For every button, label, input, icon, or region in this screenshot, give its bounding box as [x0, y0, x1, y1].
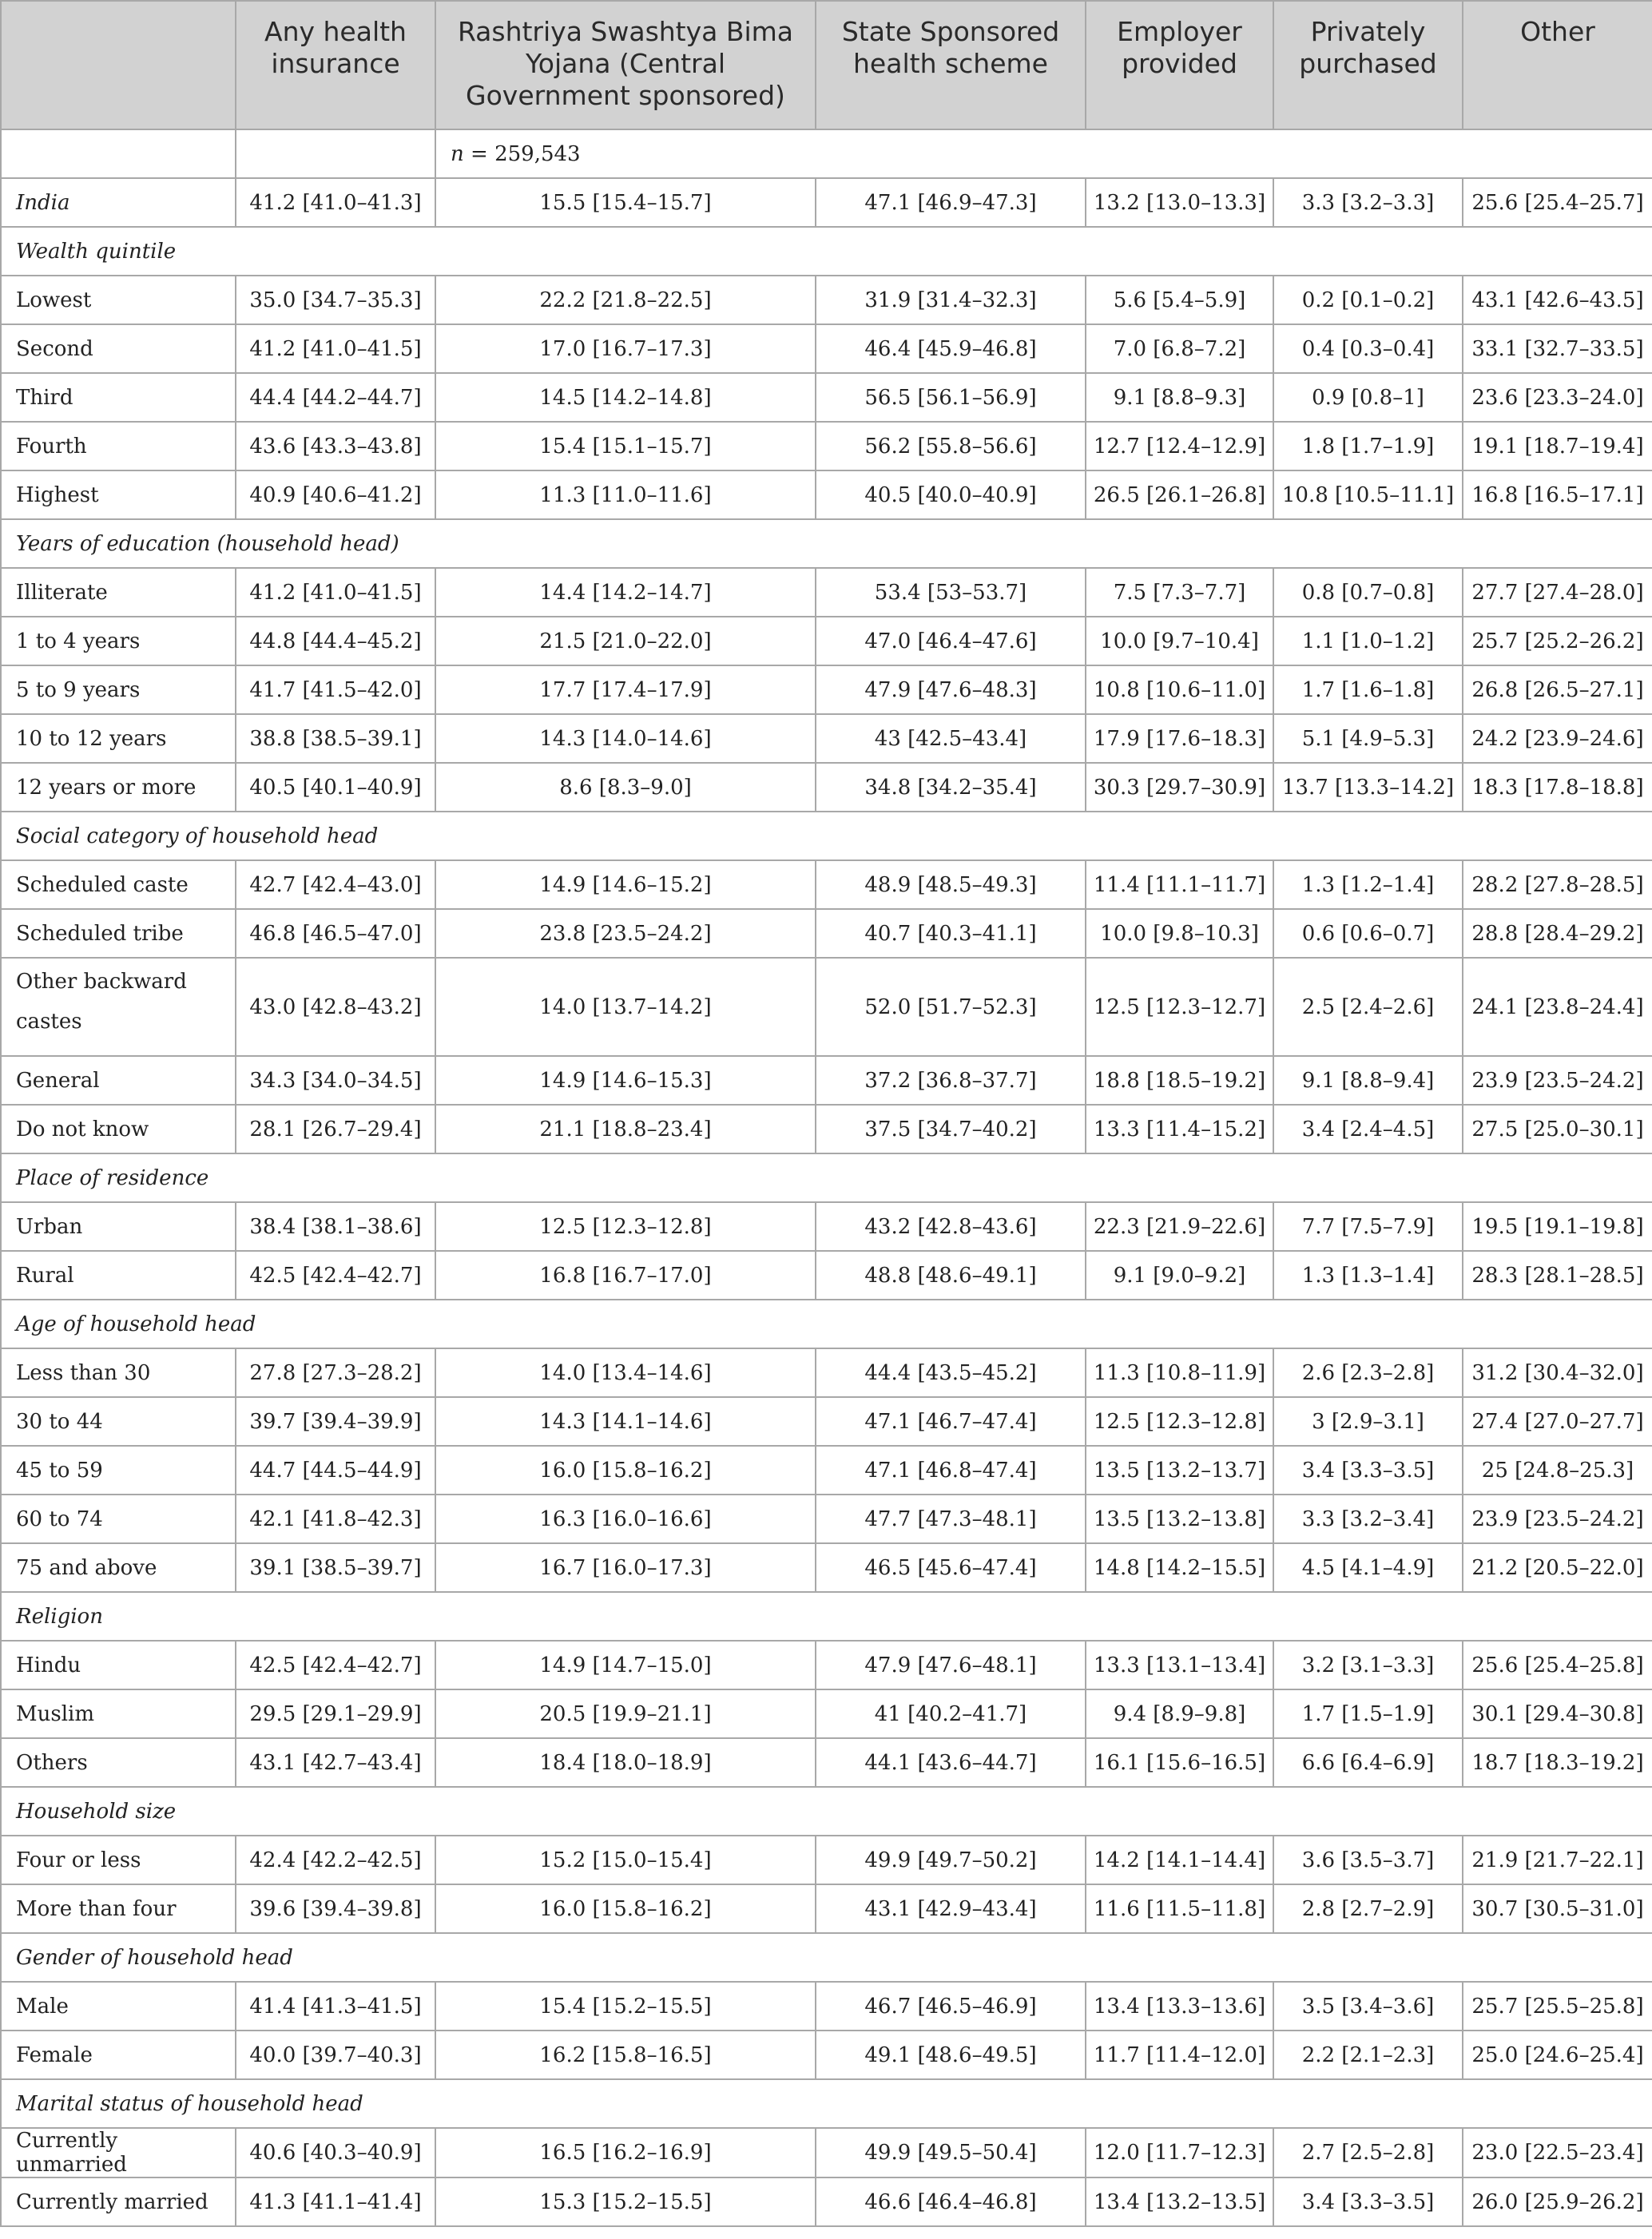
cell-state-sponsored: 56.5 [56.1–56.9] [816, 373, 1086, 422]
india-label: India [1, 178, 236, 227]
cell-other: 27.7 [27.4–28.0] [1463, 568, 1652, 617]
cell-other: 25.7 [25.5–25.8] [1463, 1982, 1652, 2031]
cell-other: 28.2 [27.8–28.5] [1463, 860, 1652, 909]
cell-other: 18.3 [17.8–18.8] [1463, 763, 1652, 812]
section-title: Years of education (household head) [1, 519, 1652, 568]
cell-privately-purchased: 1.3 [1.3–1.4] [1273, 1251, 1463, 1300]
section-header-row [1, 1592, 1652, 1641]
row-label: Scheduled caste [1, 860, 236, 909]
cell-other: 31.2 [30.4–32.0] [1463, 1348, 1652, 1397]
cell-employer-provided: 11.6 [11.5–11.8] [1086, 1884, 1273, 1933]
cell-rsby: 16.7 [16.0–17.3] [435, 1543, 816, 1592]
cell-other: 27.5 [25.0–30.1] [1463, 1105, 1652, 1153]
cell-other: 24.2 [23.9–24.6] [1463, 714, 1652, 763]
cell-employer-provided: 18.8 [18.5–19.2] [1086, 1056, 1273, 1105]
cell-employer-provided: 12.7 [12.4–12.9] [1086, 422, 1273, 470]
india-other: 25.6 [25.4–25.7] [1463, 178, 1652, 227]
cell-employer-provided: 13.3 [11.4–15.2] [1086, 1105, 1273, 1153]
row-label: Others [1, 1738, 236, 1787]
cell-employer-provided: 12.5 [12.3–12.7] [1086, 958, 1273, 1056]
cell-rsby: 16.0 [15.8–16.2] [435, 1884, 816, 1933]
india-privately-purchased: 3.3 [3.2–3.3] [1273, 178, 1463, 227]
cell-other: 25.0 [24.6–25.4] [1463, 2031, 1652, 2079]
cell-other: 18.7 [18.3–19.2] [1463, 1738, 1652, 1787]
cell-any-health-insurance: 34.3 [34.0–34.5] [236, 1056, 435, 1105]
cell-state-sponsored: 48.9 [48.5–49.3] [816, 860, 1086, 909]
cell-privately-purchased: 2.5 [2.4–2.6] [1273, 958, 1463, 1056]
cell-any-health-insurance: 39.6 [39.4–39.8] [236, 1884, 435, 1933]
cell-other: 19.1 [18.7–19.4] [1463, 422, 1652, 470]
table-row [1, 2031, 1652, 2079]
section-header-row [1, 1787, 1652, 1836]
table-row [1, 276, 1652, 324]
row-label: General [1, 1056, 236, 1105]
header-employer-provided: Employer provided [1086, 1, 1273, 129]
cell-state-sponsored: 34.8 [34.2–35.4] [816, 763, 1086, 812]
cell-employer-provided: 12.5 [12.3–12.8] [1086, 1397, 1273, 1446]
table-row [1, 2177, 1652, 2226]
cell-any-health-insurance: 39.7 [39.4–39.9] [236, 1397, 435, 1446]
cell-rsby: 14.9 [14.6–15.2] [435, 860, 816, 909]
cell-other: 43.1 [42.6–43.5] [1463, 276, 1652, 324]
cell-any-health-insurance: 42.4 [42.2–42.5] [236, 1836, 435, 1884]
cell-other: 30.7 [30.5–31.0] [1463, 1884, 1652, 1933]
cell-any-health-insurance: 41.7 [41.5–42.0] [236, 665, 435, 714]
cell-employer-provided: 13.5 [13.2–13.8] [1086, 1495, 1273, 1543]
cell-any-health-insurance: 46.8 [46.5–47.0] [236, 909, 435, 958]
section-header-row [1, 2079, 1652, 2128]
cell-privately-purchased: 3.4 [3.3–3.5] [1273, 1446, 1463, 1495]
india-row [1, 178, 1652, 227]
cell-any-health-insurance: 38.8 [38.5–39.1] [236, 714, 435, 763]
cell-other: 25.7 [25.2–26.2] [1463, 617, 1652, 665]
table-header [1, 1, 1652, 129]
cell-other: 33.1 [32.7–33.5] [1463, 324, 1652, 373]
cell-privately-purchased: 3.3 [3.2–3.4] [1273, 1495, 1463, 1543]
table-row [1, 909, 1652, 958]
row-label: 10 to 12 years [1, 714, 236, 763]
table-row [1, 763, 1652, 812]
table-row [1, 1836, 1652, 1884]
cell-any-health-insurance: 40.9 [40.6–41.2] [236, 470, 435, 519]
section-title: Place of residence [1, 1153, 1652, 1202]
header-blank [1, 1, 236, 129]
cell-rsby: 17.0 [16.7–17.3] [435, 324, 816, 373]
table-row [1, 958, 1652, 1056]
cell-employer-provided: 13.4 [13.3–13.6] [1086, 1982, 1273, 2031]
cell-rsby: 16.8 [16.7–17.0] [435, 1251, 816, 1300]
table-row [1, 422, 1652, 470]
cell-privately-purchased: 3.4 [3.3–3.5] [1273, 2177, 1463, 2226]
cell-other: 21.2 [20.5–22.0] [1463, 1543, 1652, 1592]
row-label: Fourth [1, 422, 236, 470]
table-row [1, 1495, 1652, 1543]
cell-other: 23.9 [23.5–24.2] [1463, 1495, 1652, 1543]
cell-employer-provided: 22.3 [21.9–22.6] [1086, 1202, 1273, 1251]
table-row [1, 1689, 1652, 1738]
table-row [1, 1056, 1652, 1105]
table-row [1, 1982, 1652, 2031]
cell-any-health-insurance: 43.1 [42.7–43.4] [236, 1738, 435, 1787]
cell-state-sponsored: 46.5 [45.6–47.4] [816, 1543, 1086, 1592]
row-label: More than four [1, 1884, 236, 1933]
header-other: Other [1463, 1, 1652, 129]
row-label: Second [1, 324, 236, 373]
row-label: Four or less [1, 1836, 236, 1884]
section-header-row [1, 1153, 1652, 1202]
cell-state-sponsored: 47.0 [46.4–47.6] [816, 617, 1086, 665]
cell-state-sponsored: 47.7 [47.3–48.1] [816, 1495, 1086, 1543]
cell-other: 28.3 [28.1–28.5] [1463, 1251, 1652, 1300]
cell-employer-provided: 9.4 [8.9–9.8] [1086, 1689, 1273, 1738]
cell-rsby: 21.5 [21.0–22.0] [435, 617, 816, 665]
row-label: 1 to 4 years [1, 617, 236, 665]
row-label: 45 to 59 [1, 1446, 236, 1495]
cell-rsby: 22.2 [21.8–22.5] [435, 276, 816, 324]
section-title: Wealth quintile [1, 227, 1652, 276]
cell-privately-purchased: 1.3 [1.2–1.4] [1273, 860, 1463, 909]
cell-rsby: 21.1 [18.8–23.4] [435, 1105, 816, 1153]
cell-employer-provided: 30.3 [29.7–30.9] [1086, 763, 1273, 812]
india-state-sponsored: 47.1 [46.9–47.3] [816, 178, 1086, 227]
cell-privately-purchased: 5.1 [4.9–5.3] [1273, 714, 1463, 763]
table-row [1, 1348, 1652, 1397]
cell-privately-purchased: 1.7 [1.6–1.8] [1273, 665, 1463, 714]
cell-any-health-insurance: 44.7 [44.5–44.9] [236, 1446, 435, 1495]
cell-employer-provided: 14.2 [14.1–14.4] [1086, 1836, 1273, 1884]
cell-state-sponsored: 37.5 [34.7–40.2] [816, 1105, 1086, 1153]
row-label: Highest [1, 470, 236, 519]
row-label: Female [1, 2031, 236, 2079]
cell-any-health-insurance: 38.4 [38.1–38.6] [236, 1202, 435, 1251]
cell-other: 24.1 [23.8–24.4] [1463, 958, 1652, 1056]
table-row [1, 2128, 1652, 2177]
cell-privately-purchased: 3 [2.9–3.1] [1273, 1397, 1463, 1446]
cell-other: 19.5 [19.1–19.8] [1463, 1202, 1652, 1251]
cell-rsby: 17.7 [17.4–17.9] [435, 665, 816, 714]
cell-rsby: 15.4 [15.2–15.5] [435, 1982, 816, 2031]
cell-other: 21.9 [21.7–22.1] [1463, 1836, 1652, 1884]
table-row [1, 1543, 1652, 1592]
table-row [1, 568, 1652, 617]
cell-any-health-insurance: 42.5 [42.4–42.7] [236, 1251, 435, 1300]
cell-rsby: 14.5 [14.2–14.8] [435, 373, 816, 422]
row-label: Illiterate [1, 568, 236, 617]
table-row [1, 1202, 1652, 1251]
cell-privately-purchased: 3.4 [2.4–4.5] [1273, 1105, 1463, 1153]
cell-rsby: 23.8 [23.5–24.2] [435, 909, 816, 958]
cell-privately-purchased: 2.8 [2.7–2.9] [1273, 1884, 1463, 1933]
cell-state-sponsored: 37.2 [36.8–37.7] [816, 1056, 1086, 1105]
cell-state-sponsored: 49.9 [49.7–50.2] [816, 1836, 1086, 1884]
cell-privately-purchased: 7.7 [7.5–7.9] [1273, 1202, 1463, 1251]
cell-other: 26.0 [25.9–26.2] [1463, 2177, 1652, 2226]
row-label: 30 to 44 [1, 1397, 236, 1446]
row-label: 12 years or more [1, 763, 236, 812]
cell-other: 25 [24.8–25.3] [1463, 1446, 1652, 1495]
table-row [1, 324, 1652, 373]
cell-any-health-insurance: 39.1 [38.5–39.7] [236, 1543, 435, 1592]
cell-employer-provided: 5.6 [5.4–5.9] [1086, 276, 1273, 324]
section-title: Social category of household head [1, 812, 1652, 860]
row-label: Muslim [1, 1689, 236, 1738]
row-label: Other backward castes [1, 958, 236, 1056]
cell-any-health-insurance: 42.7 [42.4–43.0] [236, 860, 435, 909]
cell-any-health-insurance: 41.2 [41.0–41.5] [236, 324, 435, 373]
cell-any-health-insurance: 42.5 [42.4–42.7] [236, 1641, 435, 1689]
cell-state-sponsored: 46.4 [45.9–46.8] [816, 324, 1086, 373]
cell-privately-purchased: 1.1 [1.0–1.2] [1273, 617, 1463, 665]
row-label: Less than 30 [1, 1348, 236, 1397]
header-any-health-insurance: Any health insurance [236, 1, 435, 129]
cell-any-health-insurance: 41.3 [41.1–41.4] [236, 2177, 435, 2226]
cell-state-sponsored: 49.9 [49.5–50.4] [816, 2128, 1086, 2177]
cell-state-sponsored: 47.9 [47.6–48.1] [816, 1641, 1086, 1689]
cell-state-sponsored: 56.2 [55.8–56.6] [816, 422, 1086, 470]
cell-employer-provided: 10.0 [9.8–10.3] [1086, 909, 1273, 958]
cell-rsby: 11.3 [11.0–11.6] [435, 470, 816, 519]
cell-rsby: 14.4 [14.2–14.7] [435, 568, 816, 617]
cell-any-health-insurance: 40.0 [39.7–40.3] [236, 2031, 435, 2079]
cell-state-sponsored: 43.2 [42.8–43.6] [816, 1202, 1086, 1251]
cell-privately-purchased: 6.6 [6.4–6.9] [1273, 1738, 1463, 1787]
table-row [1, 373, 1652, 422]
cell-employer-provided: 9.1 [8.8–9.3] [1086, 373, 1273, 422]
header-row [1, 1, 1652, 129]
cell-state-sponsored: 47.1 [46.7–47.4] [816, 1397, 1086, 1446]
cell-rsby: 20.5 [19.9–21.1] [435, 1689, 816, 1738]
table-row [1, 1251, 1652, 1300]
cell-privately-purchased: 1.7 [1.5–1.9] [1273, 1689, 1463, 1738]
cell-rsby: 16.2 [15.8–16.5] [435, 2031, 816, 2079]
cell-privately-purchased: 2.6 [2.3–2.8] [1273, 1348, 1463, 1397]
cell-rsby: 18.4 [18.0–18.9] [435, 1738, 816, 1787]
cell-rsby: 14.9 [14.6–15.3] [435, 1056, 816, 1105]
india-rsby: 15.5 [15.4–15.7] [435, 178, 816, 227]
cell-privately-purchased: 2.7 [2.5–2.8] [1273, 2128, 1463, 2177]
section-title: Gender of household head [1, 1933, 1652, 1982]
cell-employer-provided: 7.5 [7.3–7.7] [1086, 568, 1273, 617]
cell-privately-purchased: 4.5 [4.1–4.9] [1273, 1543, 1463, 1592]
section-title: Religion [1, 1592, 1652, 1641]
table-row [1, 1884, 1652, 1933]
cell-privately-purchased: 0.2 [0.1–0.2] [1273, 276, 1463, 324]
cell-privately-purchased: 2.2 [2.1–2.3] [1273, 2031, 1463, 2079]
section-header-row [1, 519, 1652, 568]
row-label: Hindu [1, 1641, 236, 1689]
cell-rsby: 16.3 [16.0–16.6] [435, 1495, 816, 1543]
row-label: Currently unmarried [1, 2128, 236, 2177]
cell-any-health-insurance: 27.8 [27.3–28.2] [236, 1348, 435, 1397]
cell-rsby: 14.9 [14.7–15.0] [435, 1641, 816, 1689]
table-row [1, 1105, 1652, 1153]
header-privately-purchased: Privately purchased [1273, 1, 1463, 129]
section-header-row [1, 1300, 1652, 1348]
cell-rsby: 16.5 [16.2–16.9] [435, 2128, 816, 2177]
cell-privately-purchased: 3.6 [3.5–3.7] [1273, 1836, 1463, 1884]
cell-other: 23.9 [23.5–24.2] [1463, 1056, 1652, 1105]
header-rsby: Rashtriya Swashtya Bima Yojana (Central Government sponsored) [435, 1, 816, 129]
cell-state-sponsored: 46.7 [46.5–46.9] [816, 1982, 1086, 2031]
cell-state-sponsored: 53.4 [53–53.7] [816, 568, 1086, 617]
cell-employer-provided: 14.8 [14.2–15.5] [1086, 1543, 1273, 1592]
sample-size-row [1, 129, 1652, 178]
cell-any-health-insurance: 41.4 [41.3–41.5] [236, 1982, 435, 2031]
cell-other: 23.6 [23.3–24.0] [1463, 373, 1652, 422]
cell-employer-provided: 13.4 [13.2–13.5] [1086, 2177, 1273, 2226]
sample-size-blank-b [236, 129, 435, 178]
sample-size-value: = 259,543 [463, 141, 581, 166]
table-row [1, 1397, 1652, 1446]
cell-other: 23.0 [22.5–23.4] [1463, 2128, 1652, 2177]
header-state-sponsored: State Sponsored health scheme [816, 1, 1086, 129]
cell-other: 30.1 [29.4–30.8] [1463, 1689, 1652, 1738]
cell-any-health-insurance: 29.5 [29.1–29.9] [236, 1689, 435, 1738]
cell-other: 27.4 [27.0–27.7] [1463, 1397, 1652, 1446]
cell-any-health-insurance: 41.2 [41.0–41.5] [236, 568, 435, 617]
cell-other: 26.8 [26.5–27.1] [1463, 665, 1652, 714]
row-label: Third [1, 373, 236, 422]
cell-employer-provided: 16.1 [15.6–16.5] [1086, 1738, 1273, 1787]
row-label: 5 to 9 years [1, 665, 236, 714]
cell-rsby: 15.3 [15.2–15.5] [435, 2177, 816, 2226]
row-label: Scheduled tribe [1, 909, 236, 958]
row-label: Currently married [1, 2177, 236, 2226]
cell-privately-purchased: 0.8 [0.7–0.8] [1273, 568, 1463, 617]
cell-state-sponsored: 49.1 [48.6–49.5] [816, 2031, 1086, 2079]
cell-privately-purchased: 3.2 [3.1–3.3] [1273, 1641, 1463, 1689]
cell-state-sponsored: 47.9 [47.6–48.3] [816, 665, 1086, 714]
row-label: Do not know [1, 1105, 236, 1153]
row-label: Lowest [1, 276, 236, 324]
row-label: 60 to 74 [1, 1495, 236, 1543]
cell-any-health-insurance: 43.6 [43.3–43.8] [236, 422, 435, 470]
cell-state-sponsored: 43 [42.5–43.4] [816, 714, 1086, 763]
table-row [1, 470, 1652, 519]
cell-any-health-insurance: 44.4 [44.2–44.7] [236, 373, 435, 422]
sample-size-blank-a [1, 129, 236, 178]
section-header-row [1, 1933, 1652, 1982]
cell-state-sponsored: 48.8 [48.6–49.1] [816, 1251, 1086, 1300]
cell-any-health-insurance: 43.0 [42.8–43.2] [236, 958, 435, 1056]
cell-any-health-insurance: 40.6 [40.3–40.9] [236, 2128, 435, 2177]
cell-employer-provided: 11.7 [11.4–12.0] [1086, 2031, 1273, 2079]
cell-rsby: 14.0 [13.4–14.6] [435, 1348, 816, 1397]
cell-employer-provided: 7.0 [6.8–7.2] [1086, 324, 1273, 373]
cell-any-health-insurance: 40.5 [40.1–40.9] [236, 763, 435, 812]
table-row [1, 1641, 1652, 1689]
cell-employer-provided: 10.0 [9.7–10.4] [1086, 617, 1273, 665]
cell-state-sponsored: 31.9 [31.4–32.3] [816, 276, 1086, 324]
cell-privately-purchased: 10.8 [10.5–11.1] [1273, 470, 1463, 519]
table-row [1, 860, 1652, 909]
cell-other: 25.6 [25.4–25.8] [1463, 1641, 1652, 1689]
row-label: Urban [1, 1202, 236, 1251]
cell-privately-purchased: 9.1 [8.8–9.4] [1273, 1056, 1463, 1105]
cell-rsby: 14.3 [14.0–14.6] [435, 714, 816, 763]
section-title: Marital status of household head [1, 2079, 1652, 2128]
cell-privately-purchased: 0.4 [0.3–0.4] [1273, 324, 1463, 373]
cell-state-sponsored: 44.1 [43.6–44.7] [816, 1738, 1086, 1787]
cell-employer-provided: 13.5 [13.2–13.7] [1086, 1446, 1273, 1495]
table-row [1, 1446, 1652, 1495]
cell-other: 16.8 [16.5–17.1] [1463, 470, 1652, 519]
table-row [1, 617, 1652, 665]
table-row [1, 714, 1652, 763]
section-header-row [1, 812, 1652, 860]
cell-privately-purchased: 3.5 [3.4–3.6] [1273, 1982, 1463, 2031]
cell-state-sponsored: 52.0 [51.7–52.3] [816, 958, 1086, 1056]
cell-privately-purchased: 1.8 [1.7–1.9] [1273, 422, 1463, 470]
cell-any-health-insurance: 44.8 [44.4–45.2] [236, 617, 435, 665]
cell-employer-provided: 9.1 [9.0–9.2] [1086, 1251, 1273, 1300]
cell-rsby: 8.6 [8.3–9.0] [435, 763, 816, 812]
table-row [1, 1738, 1652, 1787]
cell-state-sponsored: 40.5 [40.0–40.9] [816, 470, 1086, 519]
section-title: Age of household head [1, 1300, 1652, 1348]
cell-state-sponsored: 44.4 [43.5–45.2] [816, 1348, 1086, 1397]
cell-rsby: 14.3 [14.1–14.6] [435, 1397, 816, 1446]
section-title: Household size [1, 1787, 1652, 1836]
cell-privately-purchased: 0.6 [0.6–0.7] [1273, 909, 1463, 958]
cell-any-health-insurance: 35.0 [34.7–35.3] [236, 276, 435, 324]
cell-rsby: 16.0 [15.8–16.2] [435, 1446, 816, 1495]
cell-state-sponsored: 41 [40.2–41.7] [816, 1689, 1086, 1738]
cell-privately-purchased: 0.9 [0.8–1] [1273, 373, 1463, 422]
cell-state-sponsored: 43.1 [42.9–43.4] [816, 1884, 1086, 1933]
cell-rsby: 15.2 [15.0–15.4] [435, 1836, 816, 1884]
cell-employer-provided: 11.4 [11.1–11.7] [1086, 860, 1273, 909]
cell-privately-purchased: 13.7 [13.3–14.2] [1273, 763, 1463, 812]
sample-size-symbol: n [451, 141, 464, 166]
india-employer-provided: 13.2 [13.0–13.3] [1086, 178, 1273, 227]
cell-state-sponsored: 47.1 [46.8–47.4] [816, 1446, 1086, 1495]
cell-any-health-insurance: 28.1 [26.7–29.4] [236, 1105, 435, 1153]
section-header-row [1, 227, 1652, 276]
cell-employer-provided: 17.9 [17.6–18.3] [1086, 714, 1273, 763]
cell-rsby: 14.0 [13.7–14.2] [435, 958, 816, 1056]
cell-employer-provided: 11.3 [10.8–11.9] [1086, 1348, 1273, 1397]
cell-other: 28.8 [28.4–29.2] [1463, 909, 1652, 958]
table-row [1, 665, 1652, 714]
cell-state-sponsored: 40.7 [40.3–41.1] [816, 909, 1086, 958]
cell-any-health-insurance: 42.1 [41.8–42.3] [236, 1495, 435, 1543]
cell-employer-provided: 12.0 [11.7–12.3] [1086, 2128, 1273, 2177]
cell-employer-provided: 13.3 [13.1–13.4] [1086, 1641, 1273, 1689]
cell-state-sponsored: 46.6 [46.4–46.8] [816, 2177, 1086, 2226]
cell-employer-provided: 10.8 [10.6–11.0] [1086, 665, 1273, 714]
cell-employer-provided: 26.5 [26.1–26.8] [1086, 470, 1273, 519]
sample-size-cell [435, 129, 1652, 178]
row-label: 75 and above [1, 1543, 236, 1592]
table-body [1, 129, 1652, 2226]
row-label: Rural [1, 1251, 236, 1300]
row-label: Male [1, 1982, 236, 2031]
india-any-health-insurance: 41.2 [41.0–41.3] [236, 178, 435, 227]
cell-rsby: 12.5 [12.3–12.8] [435, 1202, 816, 1251]
cell-rsby: 15.4 [15.1–15.7] [435, 422, 816, 470]
